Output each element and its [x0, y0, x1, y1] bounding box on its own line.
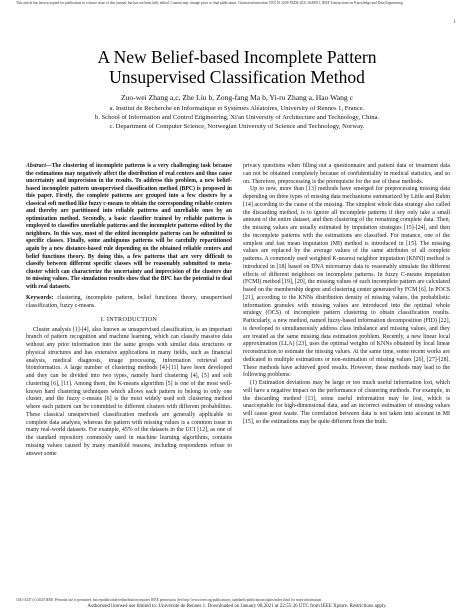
left-column — [26, 163, 232, 458]
keywords-label: Keywords: — [26, 295, 54, 302]
page-number: 1 — [453, 20, 456, 25]
author-list: Zuo-wei Zhang a,c, Zhe Liu b, Zong-fang Ma b, Yi-ru Zhang a, Hao Wang c — [121, 93, 353, 102]
affiliation-c: c. Department of Computer Science, Norwegian University of Science and Technology, Norway. — [109, 123, 365, 130]
intro-paragraph-1: Cluster analysis [1]-[4], also known as unsupervised classification, is an important branch of pattern recognition and machine learning, which can classify massive data without any prior information into the same groups with similar data structures or physical structures and has extensive applications in many fields, such as financial analysis, medical diagnosis, image processing, information retrieval and bioinformatics. A large number of clustering methods [4]-[11] have been developed and they can be divided into two types, namely hard clustering [4], [5] and soft clustering [6], [11]. Among them, the K-means algorithm [5] is one of the most well-known hard clustering techniques which allows each pattern to belong to only one cluster, and the fuzzy c-means [6] is the most widely used soft clustering method where each pattern can be committed to different clusters with different probabilities. These classical unsupervised classification methods are generally applicable to complete data analysis, whereas the pattern with missing values is a common issue in many real-world datasets. For example, 45% of the datasets in the UCI [12], as one of the standard repository commonly used in machine learning algorithms, contains missing values caused by many manifold reasons, including respondents refuse to answer some — [26, 326, 232, 457]
affiliation-a: a. Institut de Recherche en Informatique et Systèmes Aléatoires, University of Rennes 1, France. — [109, 105, 365, 112]
publication-banner: This article has been accepted for publication in a future issue of this journal, but has not been fully edited. Content may change prior to final publication. Citation information: DOI 10.1109/TKDE.2021.3048911, IEEE Transactions on Knowledge and Data Engineering — [16, 1, 403, 5]
right-paragraph-1: privacy questions when filling out a questionnaire and patient data or treatment data can not be obtained completely because of confidentiality in medical statistics, and so on. Therefore, preprocessing is the prerequisite for the use of these methods. — [243, 163, 450, 185]
abstract-label: Abstract — [26, 163, 46, 169]
keywords — [26, 295, 232, 311]
paper-title-line-1: A New Belief-based Incomplete Pattern — [97, 47, 377, 67]
footer-license: Authorized licensed use limited to: Universite de Rennes 1. Downloaded on January 08,2021 at 22:55:36 UTC from IEEE Xplore. Restrictions apply. — [87, 604, 387, 609]
right-column — [243, 163, 450, 427]
right-paragraph-2: Up to now, more than [13] methods have emerged for preprocessing missing data depending on three types of missing data mechanisms summarized by Little and Rubin [14] according to the cause of the missing. The simplest whole data strategy also called the discarding method, is to ignore all incomplete patterns if they only take a small amount of the entire dataset, and then clustering of the remaining complete data. Then, the missing values are usually estimated by imputation strategies [15]-[24], and then the incomplete patterns with the estimations are classified. For instance, one of the simplest and fast mean imputation (MI) method is introduced in [15]. The missing values are replaced by the average values of the same attributes of all complete patterns. A commonly used weighted K-nearest neighbor imputation (KNNI) method is introduced in [18] based on DNA microarray data to reasonably simulate the different effects of different neighbors on incomplete patterns. In fuzzy C-means imputation (FCMI) method [19], [20], the missing values of each incomplete pattern are calculated based on the membership degree and clustering center generated by FCM [6]. In POCS [21], according to the KNNs distribution density of missing values, the probabilistic information granules with missing values are introduced into the optimal whole strategy (OCS) of incomplete pattern clustering to obtain classification results. Particularly, a new method, named fuzzy-based information decomposition (FID) [22], is developed to simultaneously address class imbalance and missing values, and they are treated as the same missing data estimation problem. Recently, a new linear local approximation (LLA) [23], uses the optimal weights of KNNs obtained by local linear reconstruction to estimate the missing values. At the same time, some recent works are dedicated to multiple estimations or non-estimation of missing values [26], [27]-[28]. These methods have achieved good results. However, these methods may lead to the following problems: — [243, 186, 450, 379]
right-paragraph-3: (1) Estimation deviations may be large or too much useful information lost, which will have a negative impact on the performance of clustering methods. For example, in the discarding method [13], some useful information may be lost, which is unacceptable for high-dimensional data, and an incorrect estimation of missing values will cause great waste. The correlation between data is not taken into account in MI [15], so the estimations may be quite different from the truth. — [243, 380, 450, 425]
paper-title-line-2: Unsupervised Classification Method — [109, 67, 365, 87]
section-heading: I. INTRODUCTION — [100, 315, 158, 323]
affiliation-b: b. School of Information and Control Engineering, Xi'an University of Architecture and Technology, China. — [94, 114, 380, 121]
footer-copyright: 1041-4347 (c) 2020 IEEE. Personal use is permitted, but republication/redistribution requires IEEE permission. See http://www.ieee.org/publications_standards/publications/rights/index.html for more information. — [16, 598, 323, 602]
abstract-text: —The clustering of incomplete patterns is a very challenging task because the estimations may negatively affect the distribution of real centers and thus cause uncertainty and imprecision in the results. To address this problem, a new belief-based incomplete pattern unsupervised classification method (BPC) is proposed in this paper. Firstly, the complete patterns are grouped into a few clusters by a classical soft method like fuzzy c-means to obtain the corresponding reliable centers and thereby are partitioned into reliable patterns and unreliable ones by an optimization method. Secondly, a basic classifier trained by reliable patterns is employed to classifies unreliable patterns and the incomplete patterns edited by the neighbors. In this way, most of the edited incomplete patterns can be submitted to specific classes. Finally, some ambiguous patterns will be carefully repartitioned again by a new distance-based rule depending on the obtained reliable centers and belief functions theory. By doing this, a few patterns that are very difficult to classify between different specific classes will be reasonably submitted to meta-cluster which can characterize the uncertainty and imprecision of the clusters due to missing values. The simulation results show that the BPC has the potential to deal with real datasets. — [26, 163, 233, 290]
keywords-text: clustering, incomplete pattern, belief functions theory, unsupervised classification, fuzzy c-means. — [26, 295, 232, 310]
abstract — [26, 163, 232, 291]
